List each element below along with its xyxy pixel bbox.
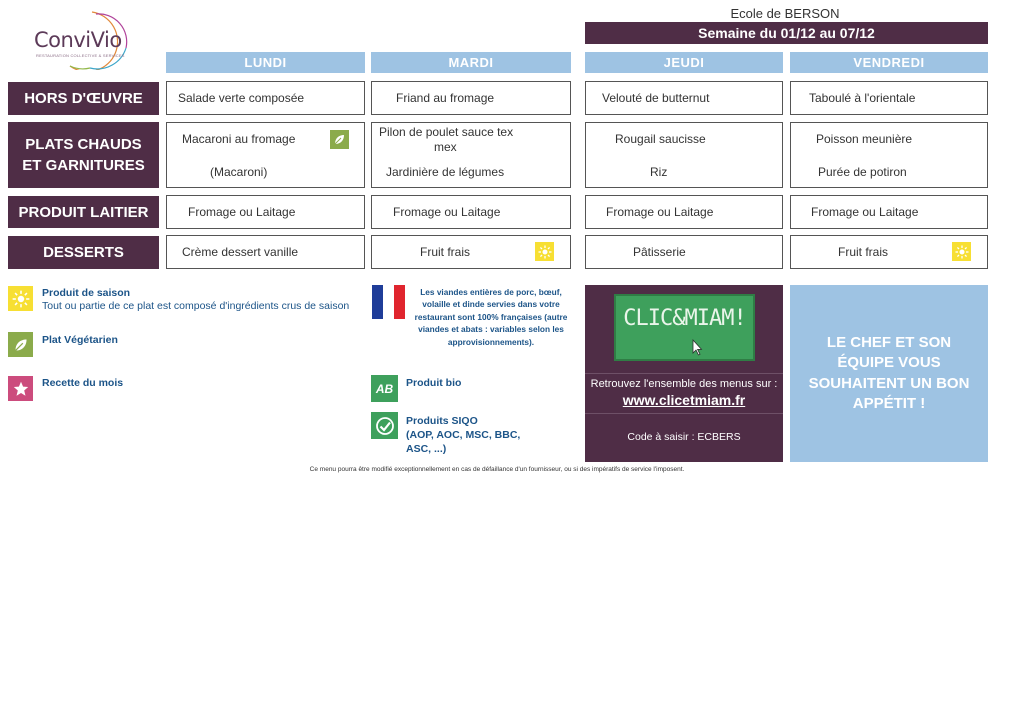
clic-code-text: Code à saisir : ECBERS xyxy=(627,431,741,443)
clic-miam-box xyxy=(585,285,783,462)
category-label: DESSERTS xyxy=(43,244,124,261)
clic-miam-logo[interactable] xyxy=(614,294,755,361)
day-header-jeudi: JEUDI xyxy=(585,52,783,73)
menu-cell-jeudi-hors-doeuvre xyxy=(585,81,783,115)
chef-message-text: LE CHEF ET SON ÉQUIPE VOUS SOUHAITENT UN BON APPÉTIT ! xyxy=(808,334,970,412)
school-name: Ecole de BERSON xyxy=(730,6,840,21)
legend-saison-text: Tout ou partie de ce plat est composé d'ingrédients crus de saison xyxy=(42,300,350,312)
footnote: Ce menu pourra être modifié exceptionnellement en cas de défaillance d'un fournisseur, ou si des impératifs de service l'imposent. xyxy=(309,466,685,473)
clic-url-link[interactable]: www.clicetmiam.fr xyxy=(622,392,746,408)
legend-siqo-line: ASC, ...) xyxy=(406,443,447,456)
sun-icon xyxy=(952,242,971,261)
menu-cell-lundi-dessert xyxy=(166,235,365,269)
category-label: HORS D'ŒUVRE xyxy=(24,90,143,107)
category-hors-doeuvre xyxy=(8,82,159,115)
dish-text: Pilon de poulet sauce tex xyxy=(379,125,514,139)
day-header-vendredi: VENDREDI xyxy=(790,52,988,73)
french-flag-icon xyxy=(372,285,405,319)
dish-text: Taboulé à l'orientale xyxy=(809,91,916,105)
logo-name: ConviVio xyxy=(34,28,122,52)
clic-retrouvez-text: Retrouvez l'ensemble des menus sur : xyxy=(590,378,778,390)
dish-text: mex xyxy=(434,140,457,154)
star-icon xyxy=(8,376,33,401)
dish-text: Fruit frais xyxy=(838,245,889,259)
menu-cell-lundi-laitier xyxy=(166,195,365,229)
dish-text: Crème dessert vanille xyxy=(182,245,299,259)
category-desserts xyxy=(8,236,159,269)
category-label: ET GARNITURES xyxy=(22,157,145,174)
leaf-icon xyxy=(330,130,349,149)
check-badge-icon xyxy=(371,412,398,439)
legend-viandes-line: approvisionnements). xyxy=(447,336,535,347)
dish-text: Macaroni au fromage xyxy=(182,132,296,146)
ab-bio-logo-text: AB xyxy=(375,381,394,396)
menu-cell-vendredi-laitier xyxy=(790,195,988,229)
day-header-mardi: MARDI xyxy=(371,52,571,73)
dish-text: Fruit frais xyxy=(420,245,471,259)
sun-icon xyxy=(535,242,554,261)
legend-siqo-line: Produits SIQO xyxy=(406,415,478,427)
menu-cell-mardi-hors-doeuvre xyxy=(371,81,571,115)
dish-text: Fromage ou Laitage xyxy=(393,205,501,219)
garnish-text: (Macaroni) xyxy=(210,165,268,179)
dish-text: Velouté de butternut xyxy=(602,91,710,105)
week-banner: Semaine du 01/12 au 07/12 xyxy=(585,22,988,44)
category-label: PLATS CHAUDS xyxy=(25,136,142,153)
sun-icon xyxy=(8,286,33,311)
legend-vegetarien: Plat Végétarien xyxy=(42,334,118,346)
day-header-lundi: LUNDI xyxy=(166,52,365,73)
category-produit-laitier xyxy=(8,196,159,228)
menu-cell-vendredi-hors-doeuvre xyxy=(790,81,988,115)
cursor-icon xyxy=(688,337,706,357)
legend-viandes xyxy=(406,286,576,348)
leaf-icon xyxy=(8,332,33,357)
dish-text: Fromage ou Laitage xyxy=(811,205,919,219)
legend-viandes-line: volaille et dinde servies dans votre xyxy=(422,299,560,310)
menu-cell-vendredi-dessert xyxy=(790,235,988,269)
menu-cell-mardi-dessert xyxy=(371,235,571,269)
legend-recette: Recette du mois xyxy=(42,377,124,389)
dish-text: Salade verte composée xyxy=(178,91,305,105)
dish-text: Rougail saucisse xyxy=(615,132,706,146)
legend-viandes-line: viandes et abats : variables selon les xyxy=(418,324,564,335)
menu-cell-lundi-plat xyxy=(166,122,365,188)
legend-viandes-line: restaurant sont 100% françaises (autre xyxy=(414,311,568,322)
category-label: PRODUIT LAITIER xyxy=(18,203,149,221)
legend-siqo xyxy=(406,414,520,457)
menu-cell-jeudi-dessert xyxy=(585,235,783,269)
dish-text: Fromage ou Laitage xyxy=(606,205,714,219)
menu-cell-mardi-plat xyxy=(371,122,571,188)
legend-viandes-line: Les viandes entières de porc, bœuf, xyxy=(420,287,562,297)
dish-text: Fromage ou Laitage xyxy=(188,205,296,219)
category-plats-chauds xyxy=(8,122,159,188)
garnish-text: Purée de potiron xyxy=(818,165,907,179)
chef-message-box xyxy=(790,285,988,462)
garnish-text: Jardinière de légumes xyxy=(386,165,505,179)
clic-miam-logo-text: CLIC&MIAM! xyxy=(623,306,746,331)
legend-siqo-line: (AOP, AOC, MSC, BBC, xyxy=(406,429,521,442)
dish-text: Poisson meunière xyxy=(816,132,913,146)
menu-cell-vendredi-plat xyxy=(790,122,988,188)
dish-text: Friand au fromage xyxy=(396,91,495,105)
menu-cell-jeudi-laitier xyxy=(585,195,783,229)
menu-cell-lundi-hors-doeuvre xyxy=(166,81,365,115)
legend-bio: Produit bio xyxy=(406,377,462,389)
menu-cell-jeudi-plat xyxy=(585,122,783,188)
dish-text: Pâtisserie xyxy=(633,245,686,259)
legend-saison-title: Produit de saison xyxy=(42,287,131,299)
menu-cell-mardi-laitier xyxy=(371,195,571,229)
garnish-text: Riz xyxy=(650,165,668,179)
ab-bio-icon xyxy=(371,375,398,402)
logo-tagline: RESTAURATION COLLECTIVE & SERVICES xyxy=(36,53,125,58)
convivio-logo xyxy=(30,8,135,70)
